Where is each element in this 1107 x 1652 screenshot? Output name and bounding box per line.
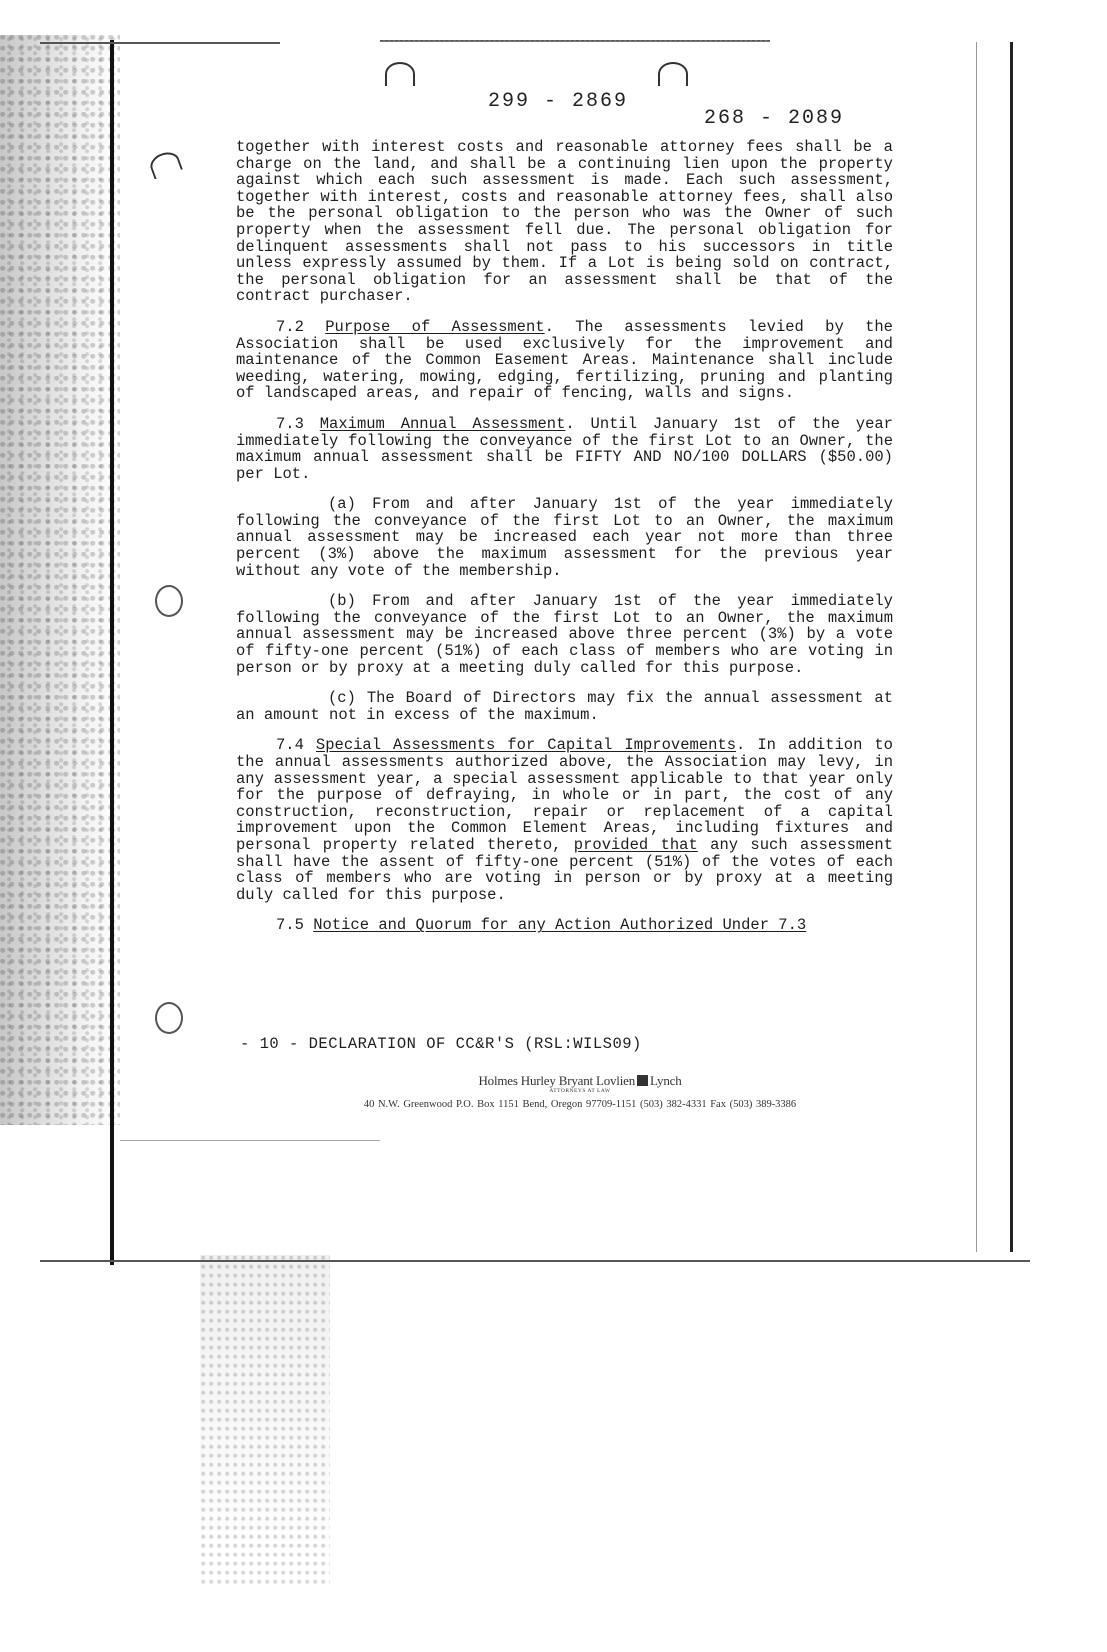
section-7-4 (236, 737, 893, 903)
subsection-7-3-c: (c) The Board of Directors may fix the annual assessment at an amount not in excess of the maximum. (236, 689, 893, 724)
firm-subtitle: ATTORNEYS AT LAW (549, 1088, 611, 1094)
punch-hole-1 (155, 585, 183, 617)
section-7-2 (236, 319, 893, 402)
section-7-3 (236, 416, 893, 482)
page-edge-bottom (40, 1260, 1030, 1262)
page-edge-bottom-inner (120, 1140, 380, 1141)
section-text: . In addition to the annual assessments authorized above, the Association may levy, in any assessment year, a special assessment applicable to that year only for the purpose of defraying, in whole or in part, the cost of any construction, reconstruction, repair or replacement of a capital improvement upon the Common Element Areas, including fixtures and personal property related thereto, (236, 736, 893, 854)
section-number: 7.4 (276, 736, 304, 755)
section-number: 7.2 (276, 317, 304, 336)
section-7-5 (236, 917, 893, 934)
section-heading: Purpose of Assessment (325, 317, 545, 336)
scan-noise-left (0, 35, 120, 1125)
page-footer: - 10 - DECLARATION OF CC&R'S (RSL:WILS09) (240, 1035, 642, 1053)
page-edge-right-inner (976, 42, 977, 1252)
firm-address: 40 N.W. Greenwood P.O. Box 1151 Bend, Oregon 97709-1151 (503) 382-4331 Fax (503) 389-3386 (363, 1099, 797, 1110)
subsection-7-3-a: (a) From and after January 1st of the year immediately following the conveyance of the first Lot to an Owner, the maximum annual assessment may be increased each year not more than three percent (3%) above the maximum assessment for the previous year without any vote of the membership. (236, 495, 893, 580)
punch-arc-1 (385, 62, 415, 86)
law-firm-block (300, 1073, 860, 1110)
book-page-stamp-2: 268 - 2089 (704, 107, 845, 130)
book-page-stamp-1: 299 - 2869 (488, 90, 629, 113)
section-heading: Special Assessments for Capital Improvements (315, 736, 737, 755)
page-edge-top-dashed (380, 40, 770, 42)
section-text: . The assessments levied by the Association shall be used exclusively for the improvement and maintenance of the Common Easement Areas. Maintenance shall include weeding, watering, mowing, edging, fertilizing, pruning and planting of landscaped areas, and repair of fencing, walls and signs. (236, 317, 893, 403)
binding-edge-left (110, 40, 114, 1265)
subsection-7-3-b: (b) From and after January 1st of the year immediately following the conveyance of the first Lot to an Owner, the maximum annual assessment may be increased above three percent (3%) by a vote of fifty-one percent (51%) of each class of members who are voting in person or by proxy at a meeting duly called for this purpose. (236, 592, 893, 677)
page-edge-top (40, 42, 280, 44)
provided-that-phrase: provided that (573, 835, 698, 854)
paragraph-lien: together with interest costs and reasonable attorney fees shall be a charge on the land, and shall be a continuing lien upon the property against which each such assessment is made. Each such assessment, together with interest, costs and reasonable attorney fees, shall also be the personal obligation to the person who was the Owner of such property when the assessment fell due. The personal obligation for delinquent assessments shall not pass to his successors in title unless expressly assumed by them. If a Lot is being sold on contract, the personal obligation for an assessment shall be that of the contract purchaser. (236, 138, 893, 306)
section-number: 7.5 (276, 916, 304, 935)
section-number: 7.3 (276, 414, 304, 433)
section-text: . Until January 1st of the year immediately following the conveyance of the first Lot to an Owner, the maximum annual assessment shall be FIFTY AND NO/100 DOLLARS ($50.00) per Lot. (236, 414, 893, 483)
page-edge-right (1010, 42, 1013, 1252)
scan-noise-bottom (200, 1255, 330, 1585)
firm-logo-icon (637, 1075, 648, 1086)
punch-hole-2 (155, 1002, 183, 1034)
firm-name-part-a: Holmes Hurley Bryant Lovlien (478, 1073, 635, 1088)
punch-arc-2 (658, 62, 688, 86)
document-body (236, 139, 893, 948)
section-text: any such assessment shall have the assent of fifty-one percent (51%) of the votes of each class of members who are voting in person or by proxy at a meeting duly called for this purpose. (236, 835, 893, 904)
firm-name-part-b: Lynch (650, 1073, 682, 1088)
firm-name (300, 1073, 860, 1089)
section-heading: Notice and Quorum for any Action Authorized Under 7.3 (313, 916, 807, 935)
section-heading: Maximum Annual Assessment (319, 414, 566, 433)
punch-arc-3 (147, 149, 183, 180)
